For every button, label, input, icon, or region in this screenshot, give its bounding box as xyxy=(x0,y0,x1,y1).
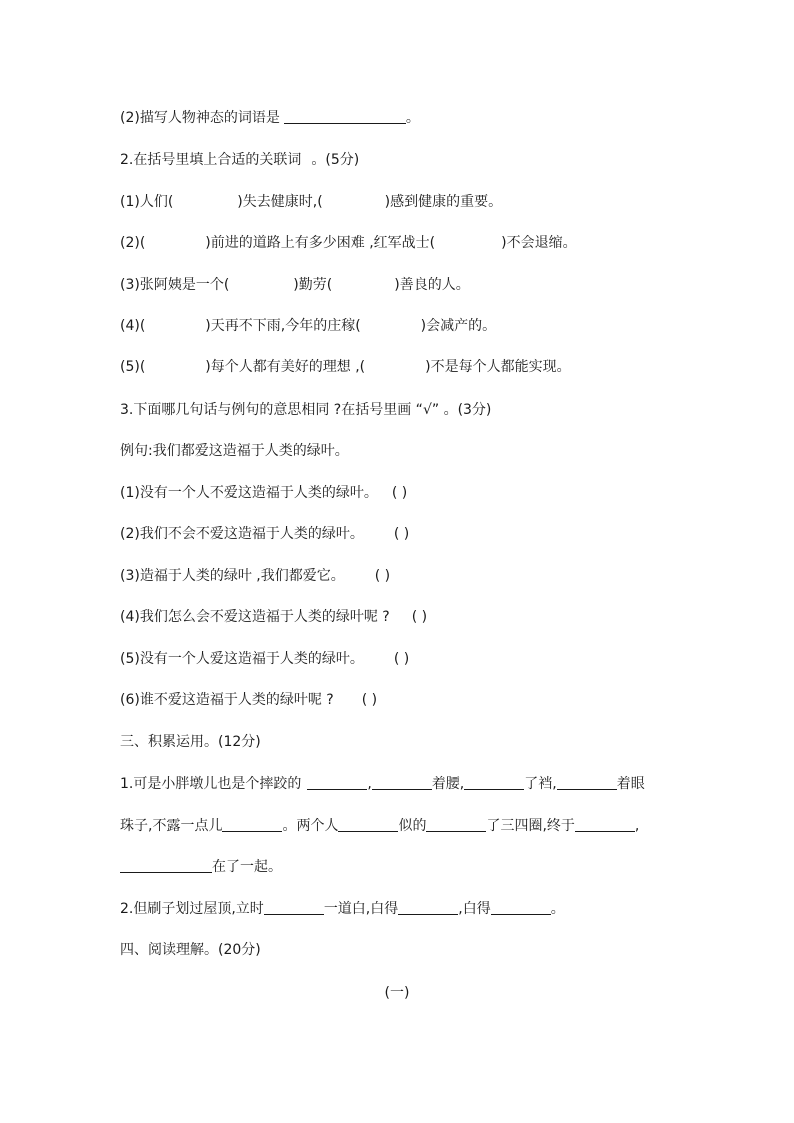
answer-blank[interactable] xyxy=(372,775,432,790)
check-paren[interactable]: ( ) xyxy=(374,568,391,584)
answer-blank[interactable] xyxy=(120,858,212,873)
answer-blank[interactable] xyxy=(398,900,458,915)
answer-blank[interactable] xyxy=(464,775,524,790)
check-paren[interactable]: ( ) xyxy=(391,485,408,501)
question-1-2: (2)描写人物神态的词语是 。 xyxy=(120,110,420,126)
check-paren[interactable]: ( ) xyxy=(393,526,410,542)
section-4-heading: 四、阅读理解。(20分) xyxy=(120,942,261,958)
question-3-item-4: (4)我们怎么会不爱这造福于人类的绿叶呢 ? ( ) xyxy=(120,609,428,625)
section-3-line-1: 1.可是小胖墩儿也是个摔跤的 , 着腰, 了裆, 着眼 xyxy=(120,776,645,792)
answer-blank[interactable] xyxy=(264,900,324,915)
question-3-item-6: (6)谁不爱这造福于人类的绿叶呢 ? ( ) xyxy=(120,692,378,708)
question-2-item-3: (3)张阿姨是一个( )勤劳( )善良的人。 xyxy=(120,277,470,293)
question-3-example: 例句:我们都爱这造福于人类的绿叶。 xyxy=(120,443,349,459)
check-paren[interactable]: ( ) xyxy=(361,692,378,708)
answer-blank[interactable] xyxy=(284,109,406,124)
question-3-heading: 3.下面哪几句话与例句的意思相同 ?在括号里画 “√” 。(3分) xyxy=(120,402,492,418)
check-paren[interactable]: ( ) xyxy=(393,651,410,667)
section-3-line-4: 2.但刷子划过屋顶,立时 一道白,白得 ,白得 。 xyxy=(120,901,565,917)
question-2-item-4: (4)( )天再不下雨,今年的庄稼( )会减产的。 xyxy=(120,318,497,334)
section-3-line-2: 珠子,不露一点儿 。两个人 似的 了三四圈,终于 , xyxy=(120,818,640,834)
section-3-heading: 三、积累运用。(12分) xyxy=(120,734,261,750)
check-paren[interactable]: ( ) xyxy=(411,609,428,625)
answer-blank[interactable] xyxy=(575,817,635,832)
question-2-item-2: (2)( )前进的道路上有多少困难 ,红军战士( )不会退缩。 xyxy=(120,235,577,251)
question-2-item-5: (5)( )每个人都有美好的理想 ,( )不是每个人都能实现。 xyxy=(120,359,571,375)
question-3-item-2: (2)我们不会不爱这造福于人类的绿叶。 ( ) xyxy=(120,526,410,542)
question-3-item-3: (3)造福于人类的绿叶 ,我们都爱它。 ( ) xyxy=(120,568,391,584)
answer-blank[interactable] xyxy=(557,775,617,790)
section-3-line-3: 在了一起。 xyxy=(120,857,282,877)
question-2-heading: 2.在括号里填上合适的关联词 。(5分) xyxy=(120,152,360,168)
answer-blank[interactable] xyxy=(307,775,367,790)
answer-blank[interactable] xyxy=(426,817,486,832)
question-2-item-1: (1)人们( )失去健康时,( )感到健康的重要。 xyxy=(120,194,503,210)
answer-blank[interactable] xyxy=(491,900,551,915)
answer-blank[interactable] xyxy=(338,817,398,832)
answer-blank[interactable] xyxy=(222,817,282,832)
passage-number: (一) xyxy=(384,985,410,1001)
question-3-item-1: (1)没有一个人不爱这造福于人类的绿叶。 ( ) xyxy=(120,485,408,501)
question-3-item-5: (5)没有一个人爱这造福于人类的绿叶。 ( ) xyxy=(120,651,410,667)
